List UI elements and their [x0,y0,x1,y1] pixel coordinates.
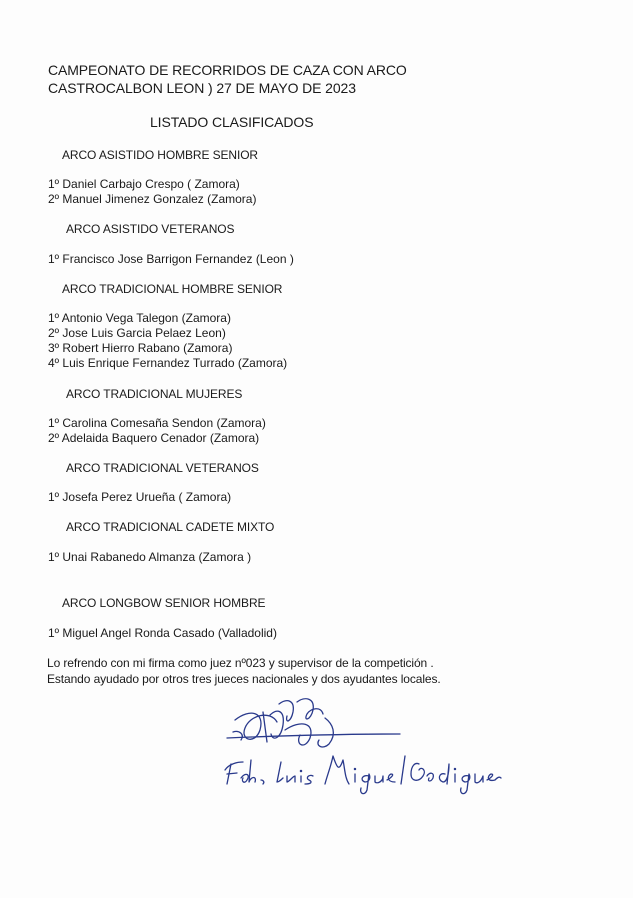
category-heading-asistido-senior: ARCO ASISTIDO HOMBRE SENIOR [62,148,258,162]
list-item: 2º Adelaida Baquero Cenador (Zamora) [48,431,260,445]
list-item: 1º Francisco Jose Barrigon Fernandez (Leon ) [48,252,294,266]
list-item: 4º Luis Enrique Fernandez Turrado (Zamora) [48,356,288,370]
list-heading: LISTADO CLASIFICADOS [150,114,314,130]
category-heading-tradicional-veteranos: ARCO TRADICIONAL VETERANOS [66,461,259,475]
category-list-tradicional-senior [48,311,287,371]
category-heading-tradicional-senior: ARCO TRADICIONAL HOMBRE SENIOR [62,282,283,296]
list-item: 3º Robert Hierro Rabano (Zamora) [48,341,233,355]
category-heading-tradicional-mujeres: ARCO TRADICIONAL MUJERES [66,387,243,401]
category-list-tradicional-veteranos [48,490,231,505]
list-item: 1º Josefa Perez Urueña ( Zamora) [48,490,232,504]
category-heading-asistido-veteranos: ARCO ASISTIDO VETERANOS [66,222,235,236]
list-item: 1º Daniel Carbajo Crespo ( Zamora) [48,177,240,191]
closing-statement-line-2: Estando ayudado por otros tres jueces nacionales y dos ayudantes locales. [47,672,441,686]
list-item: 1º Unai Rabanedo Almanza (Zamora ) [48,550,252,564]
document-title-line-1: CAMPEONATO DE RECORRIDOS DE CAZA CON ARCO [48,62,407,78]
closing-statement-line-1: Lo refrendo con mi firma como juez nº023 y supervisor de la competición . [47,656,434,670]
handwritten-signature [215,690,505,800]
list-item: 2º Jose Luis Garcia Pelaez Leon) [48,326,226,340]
category-heading-tradicional-cadete: ARCO TRADICIONAL CADETE MIXTO [66,520,275,534]
list-item: 1º Miguel Angel Ronda Casado (Valladolid) [48,626,277,640]
category-list-tradicional-mujeres [48,416,266,446]
category-list-tradicional-cadete [48,550,251,565]
category-heading-longbow-senior: ARCO LONGBOW SENIOR HOMBRE [62,596,266,610]
list-item: 1º Antonio Vega Talegon (Zamora) [48,311,231,325]
category-list-asistido-senior [48,177,256,207]
list-item: 1º Carolina Comesaña Sendon (Zamora) [48,416,266,430]
document-title-line-2: CASTROCALBON LEON ) 27 DE MAYO DE 2023 [48,80,356,96]
list-item: 2º Manuel Jimenez Gonzalez (Zamora) [48,192,257,206]
category-list-longbow-senior [48,626,277,641]
category-list-asistido-veteranos [48,252,294,267]
